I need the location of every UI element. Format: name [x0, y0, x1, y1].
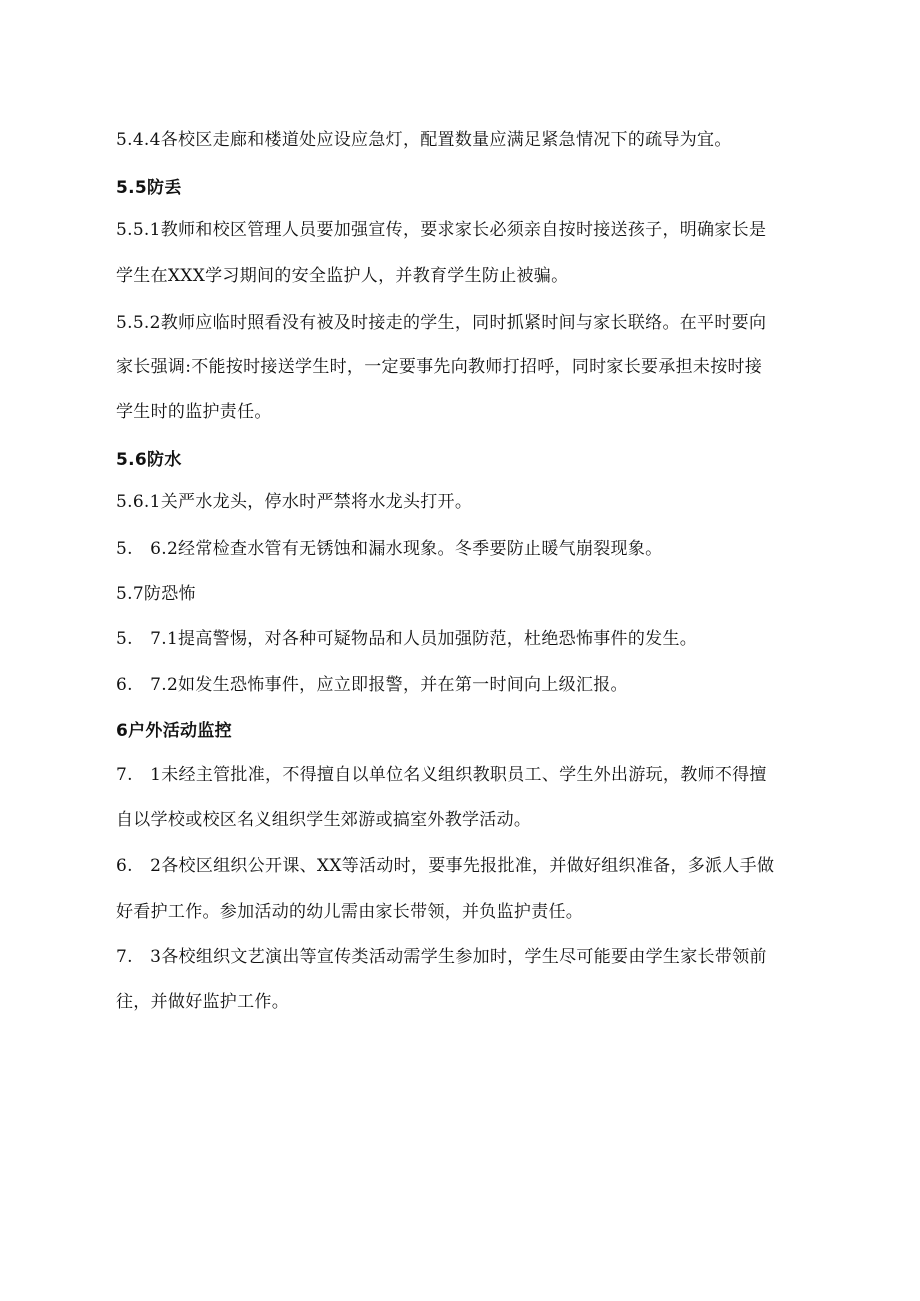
- clause-6-1-line-2: 自以学校或校区名义组织学生郊游或搞室外教学活动。: [116, 810, 532, 830]
- clause-5-6-2: 5. 6.2经常检查水管有无锈蚀和漏水现象。冬季要防止暖气崩裂现象。: [116, 539, 663, 559]
- clause-6-2-line-1: 6. 2各校区组织公开课、XX等活动时，要事先报批准，并做好组织准备，多派人手做: [116, 856, 775, 876]
- heading-5-5: 5.5防丢: [116, 178, 182, 198]
- clause-5-4-4: 5.4.4各校区走廊和楼道处应设应急灯，配置数量应满足紧急情况下的疏导为宜。: [116, 130, 732, 150]
- clause-6-3-line-2: 往，并做好监护工作。: [116, 992, 289, 1012]
- clause-5-7-1: 5. 7.1提高警惕，对各种可疑物品和人员加强防范，杜绝恐怖事件的发生。: [116, 629, 698, 649]
- heading-5-7: 5.7防恐怖: [116, 584, 196, 604]
- clause-6-1-line-1: 7. 1未经主管批准，不得擅自以单位名义组织教职员工、学生外出游玩，教师不得擅: [116, 765, 767, 785]
- clause-6-2-line-2: 好看护工作。参加活动的幼儿需由家长带领，并负监护责任。: [116, 902, 584, 922]
- clause-5-5-2-line-3: 学生时的监护责任。: [116, 402, 272, 422]
- heading-5-6: 5.6防水: [116, 450, 182, 470]
- clause-6-3-line-1: 7. 3各校组织文艺演出等宣传类活动需学生参加时，学生尽可能要由学生家长带领前: [116, 947, 767, 967]
- heading-6: 6户外活动监控: [116, 721, 232, 741]
- clause-5-5-2-line-1: 5.5.2教师应临时照看没有被及时接走的学生，同时抓紧时间与家长联络。在平时要向: [116, 313, 767, 333]
- clause-5-7-2: 6. 7.2如发生恐怖事件，应立即报警，并在第一时间向上级汇报。: [116, 675, 628, 695]
- clause-5-6-1: 5.6.1关严水龙头，停水时严禁将水龙头打开。: [116, 492, 473, 512]
- clause-5-5-2-line-2: 家长强调:不能按时接送学生时，一定要事先向教师打招呼，同时家长要承担未按时接: [116, 357, 763, 377]
- clause-5-5-1-line-2: 学生在XXX学习期间的安全监护人，并教育学生防止被骗。: [116, 266, 569, 286]
- clause-5-5-1-line-1: 5.5.1教师和校区管理人员要加强宣传，要求家长必须亲自按时接送孩子，明确家长是: [116, 220, 767, 240]
